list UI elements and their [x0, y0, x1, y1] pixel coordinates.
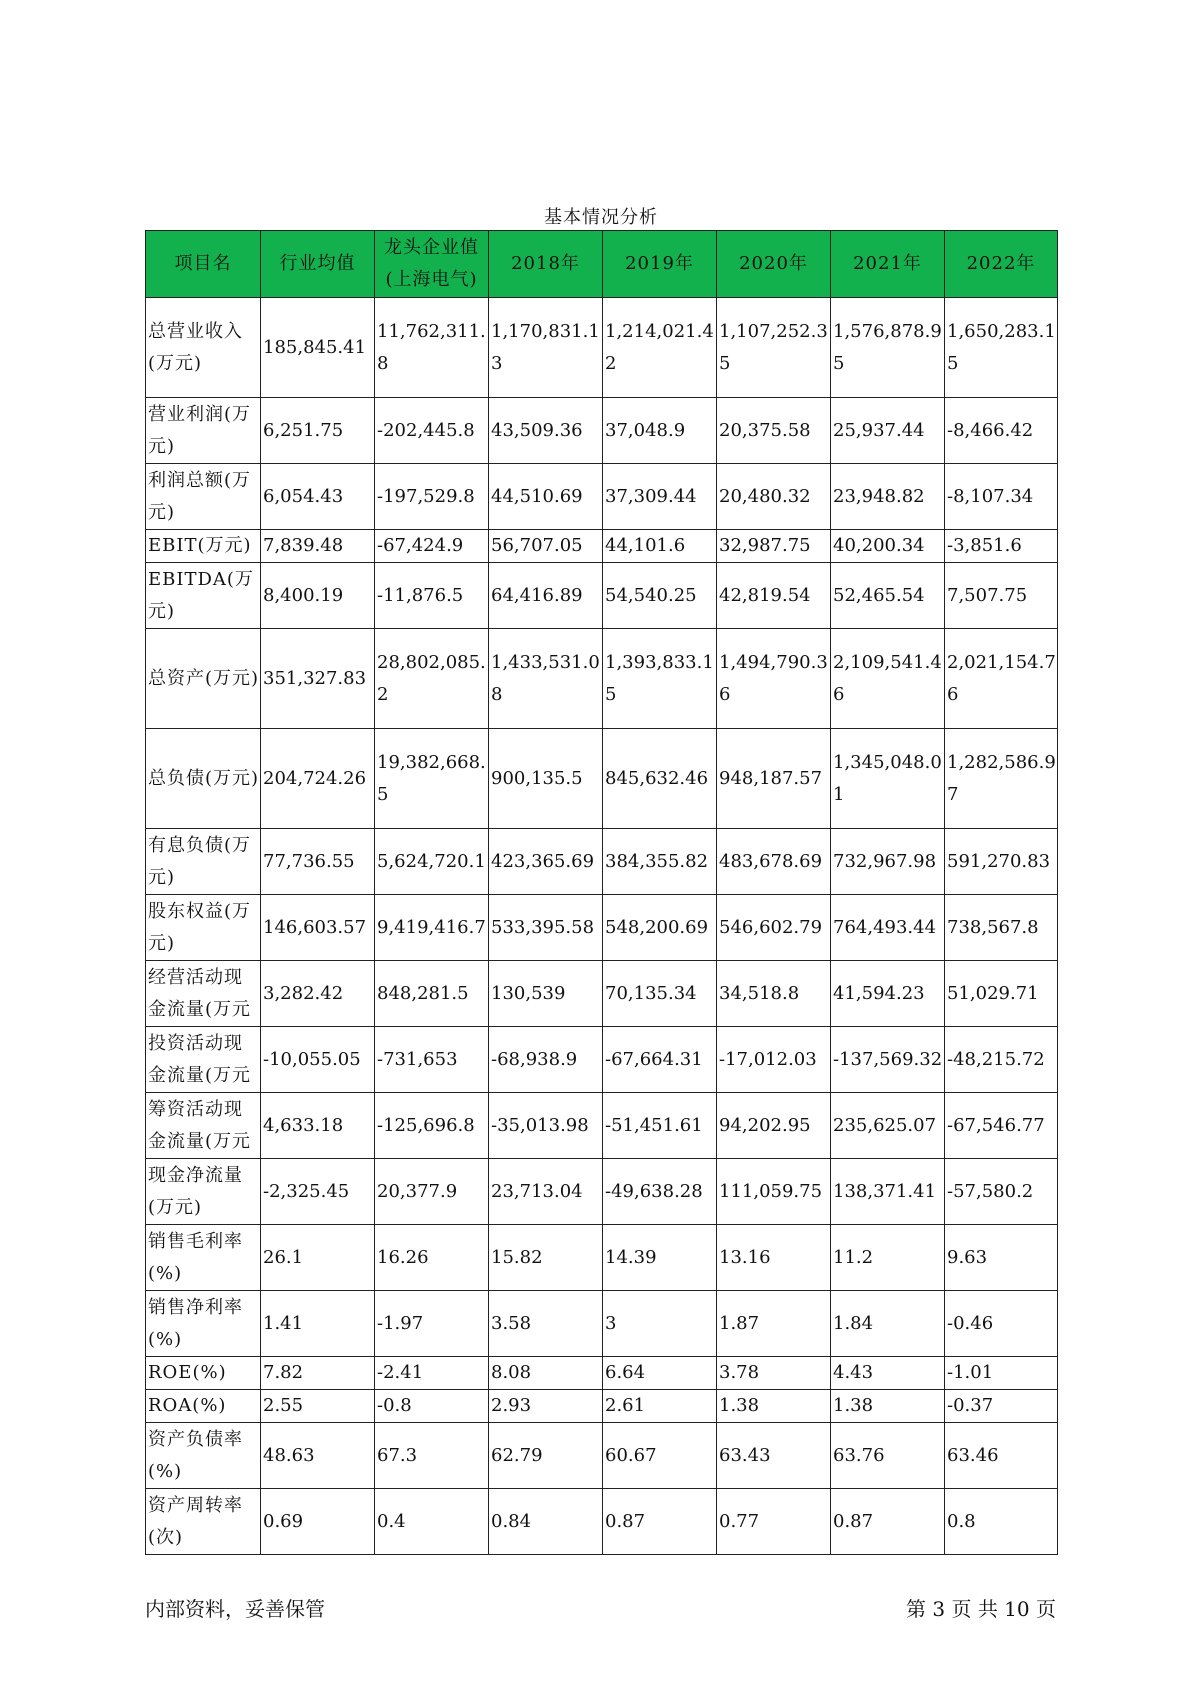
table-cell: 0.69 — [261, 1489, 375, 1555]
table-cell: 32,987.75 — [717, 530, 831, 563]
table-cell: 28,802,085.2 — [375, 629, 489, 729]
table-cell: 7,839.48 — [261, 530, 375, 563]
table-cell: -1.01 — [945, 1357, 1058, 1390]
table-cell: 1,494,790.36 — [717, 629, 831, 729]
table-cell: 351,327.83 — [261, 629, 375, 729]
table-cell: 848,281.5 — [375, 961, 489, 1027]
table-cell: 546,602.79 — [717, 895, 831, 961]
footer-confidential-note: 内部资料，妥善保管 — [145, 1597, 325, 1621]
table-cell: 423,365.69 — [489, 829, 603, 895]
table-cell: 3,282.42 — [261, 961, 375, 1027]
table-cell: 20,377.9 — [375, 1159, 489, 1225]
table-cell: -137,569.32 — [831, 1027, 945, 1093]
table-cell: 1,433,531.08 — [489, 629, 603, 729]
table-cell: 3.78 — [717, 1357, 831, 1390]
table-cell: 6,251.75 — [261, 398, 375, 464]
table-row — [146, 629, 1058, 729]
table-cell: 1,214,021.42 — [603, 298, 717, 398]
table-row — [146, 729, 1058, 829]
table-cell: 8,400.19 — [261, 563, 375, 629]
table-cell: -57,580.2 — [945, 1159, 1058, 1225]
table-cell: 1,170,831.13 — [489, 298, 603, 398]
table-cell: 94,202.95 — [717, 1093, 831, 1159]
row-label: 销售毛利率(%) — [146, 1225, 261, 1291]
table-cell: -68,938.9 — [489, 1027, 603, 1093]
table-cell: 3 — [603, 1291, 717, 1357]
table-cell: 732,967.98 — [831, 829, 945, 895]
table-cell: -1.97 — [375, 1291, 489, 1357]
row-label: 营业利润(万元) — [146, 398, 261, 464]
table-row — [146, 464, 1058, 530]
table-cell: -3,851.6 — [945, 530, 1058, 563]
table-header — [146, 231, 1058, 298]
table-cell: 4.43 — [831, 1357, 945, 1390]
table-cell: 44,510.69 — [489, 464, 603, 530]
row-label: 经营活动现金流量(万元 — [146, 961, 261, 1027]
table-cell: -731,653 — [375, 1027, 489, 1093]
table-cell: 1,393,833.15 — [603, 629, 717, 729]
table-cell: 37,048.9 — [603, 398, 717, 464]
table-cell: 16.26 — [375, 1225, 489, 1291]
row-label: 资产周转率(次) — [146, 1489, 261, 1555]
row-label: 销售净利率(%) — [146, 1291, 261, 1357]
row-label: 投资活动现金流量(万元 — [146, 1027, 261, 1093]
table-cell: -2,325.45 — [261, 1159, 375, 1225]
table-cell: -35,013.98 — [489, 1093, 603, 1159]
table-cell: 67.3 — [375, 1423, 489, 1489]
row-label: 资产负债率(%) — [146, 1423, 261, 1489]
table-row — [146, 1159, 1058, 1225]
table-row — [146, 895, 1058, 961]
table-cell: 64,416.89 — [489, 563, 603, 629]
table-cell: 1.84 — [831, 1291, 945, 1357]
table-row — [146, 1390, 1058, 1423]
table-cell: 0.87 — [603, 1489, 717, 1555]
table-row — [146, 1423, 1058, 1489]
table-cell: 5,624,720.1 — [375, 829, 489, 895]
table-cell: 56,707.05 — [489, 530, 603, 563]
table-row — [146, 1027, 1058, 1093]
footer-page-number: 第 3 页 共 10 页 — [906, 1597, 1056, 1621]
table-cell: -8,107.34 — [945, 464, 1058, 530]
table-cell: 2.61 — [603, 1390, 717, 1423]
table-cell: 63.43 — [717, 1423, 831, 1489]
table-body — [146, 298, 1058, 1555]
financial-table — [145, 230, 1058, 1555]
table-cell: 9,419,416.7 — [375, 895, 489, 961]
table-cell: 77,736.55 — [261, 829, 375, 895]
table-cell: 900,135.5 — [489, 729, 603, 829]
row-label: 现金净流量(万元) — [146, 1159, 261, 1225]
table-cell: 764,493.44 — [831, 895, 945, 961]
row-label: 总负债(万元) — [146, 729, 261, 829]
table-cell: 1.38 — [717, 1390, 831, 1423]
table-cell: 2,021,154.76 — [945, 629, 1058, 729]
table-cell: 62.79 — [489, 1423, 603, 1489]
table-cell: 548,200.69 — [603, 895, 717, 961]
row-label: 利润总额(万元) — [146, 464, 261, 530]
table-cell: 63.46 — [945, 1423, 1058, 1489]
table-cell: -67,664.31 — [603, 1027, 717, 1093]
table-cell: 48.63 — [261, 1423, 375, 1489]
table-cell: 23,948.82 — [831, 464, 945, 530]
table-cell: -0.37 — [945, 1390, 1058, 1423]
row-label: ROA(%) — [146, 1390, 261, 1423]
table-cell: -2.41 — [375, 1357, 489, 1390]
table-cell: 11,762,311.8 — [375, 298, 489, 398]
table-row — [146, 398, 1058, 464]
table-row — [146, 563, 1058, 629]
table-cell: 8.08 — [489, 1357, 603, 1390]
table-cell: 37,309.44 — [603, 464, 717, 530]
table-cell: 4,633.18 — [261, 1093, 375, 1159]
header-row — [146, 231, 1058, 298]
table-cell: 948,187.57 — [717, 729, 831, 829]
table-cell: 42,819.54 — [717, 563, 831, 629]
table-cell: 138,371.41 — [831, 1159, 945, 1225]
table-cell: 1,282,586.97 — [945, 729, 1058, 829]
table-cell: 0.77 — [717, 1489, 831, 1555]
table-cell: -17,012.03 — [717, 1027, 831, 1093]
table-cell: 13.16 — [717, 1225, 831, 1291]
table-cell: 40,200.34 — [831, 530, 945, 563]
table-cell: 0.87 — [831, 1489, 945, 1555]
table-cell: -49,638.28 — [603, 1159, 717, 1225]
table-cell: 25,937.44 — [831, 398, 945, 464]
column-header: 2021年 — [831, 231, 945, 298]
table-cell: 2.55 — [261, 1390, 375, 1423]
table-cell: 3.58 — [489, 1291, 603, 1357]
table-row — [146, 1357, 1058, 1390]
table-cell: -8,466.42 — [945, 398, 1058, 464]
table-cell: 591,270.83 — [945, 829, 1058, 895]
row-label: EBITDA(万元) — [146, 563, 261, 629]
table-cell: 34,518.8 — [717, 961, 831, 1027]
table-cell: 41,594.23 — [831, 961, 945, 1027]
table-row — [146, 1093, 1058, 1159]
table-cell: -0.8 — [375, 1390, 489, 1423]
table-cell: 7,507.75 — [945, 563, 1058, 629]
table-row — [146, 961, 1058, 1027]
table-cell: 1.41 — [261, 1291, 375, 1357]
table-cell: 43,509.36 — [489, 398, 603, 464]
table-cell: -11,876.5 — [375, 563, 489, 629]
table-row — [146, 1291, 1058, 1357]
table-cell: 0.8 — [945, 1489, 1058, 1555]
table-cell: 1.87 — [717, 1291, 831, 1357]
table-cell: 483,678.69 — [717, 829, 831, 895]
table-cell: 63.76 — [831, 1423, 945, 1489]
table-row — [146, 530, 1058, 563]
row-label: 总营业收入(万元) — [146, 298, 261, 398]
table-cell: 23,713.04 — [489, 1159, 603, 1225]
row-label: 股东权益(万元) — [146, 895, 261, 961]
column-header: 2022年 — [945, 231, 1058, 298]
table-cell: 15.82 — [489, 1225, 603, 1291]
row-label: 筹资活动现金流量(万元 — [146, 1093, 261, 1159]
column-header: 2019年 — [603, 231, 717, 298]
table-cell: -0.46 — [945, 1291, 1058, 1357]
table-cell: 14.39 — [603, 1225, 717, 1291]
column-header: 2018年 — [489, 231, 603, 298]
table-cell: 130,539 — [489, 961, 603, 1027]
row-label: EBIT(万元) — [146, 530, 261, 563]
table-cell: -10,055.05 — [261, 1027, 375, 1093]
table-cell: 235,625.07 — [831, 1093, 945, 1159]
table-cell: 20,375.58 — [717, 398, 831, 464]
table-cell: 1,650,283.15 — [945, 298, 1058, 398]
table-cell: 54,540.25 — [603, 563, 717, 629]
table-caption: 基本情况分析 — [544, 207, 658, 228]
table-cell: -67,546.77 — [945, 1093, 1058, 1159]
table-cell: 1,107,252.35 — [717, 298, 831, 398]
table-cell: 70,135.34 — [603, 961, 717, 1027]
row-label: ROE(%) — [146, 1357, 261, 1390]
table-cell: 0.84 — [489, 1489, 603, 1555]
row-label: 总资产(万元) — [146, 629, 261, 729]
table-cell: 9.63 — [945, 1225, 1058, 1291]
table-cell: 20,480.32 — [717, 464, 831, 530]
table-row — [146, 829, 1058, 895]
table-cell: 185,845.41 — [261, 298, 375, 398]
table-cell: -125,696.8 — [375, 1093, 489, 1159]
table-cell: 384,355.82 — [603, 829, 717, 895]
table-cell: -67,424.9 — [375, 530, 489, 563]
table-cell: -48,215.72 — [945, 1027, 1058, 1093]
table-cell: 1,345,048.01 — [831, 729, 945, 829]
table-cell: 11.2 — [831, 1225, 945, 1291]
table-cell: 6,054.43 — [261, 464, 375, 530]
column-header: 2020年 — [717, 231, 831, 298]
table-row — [146, 298, 1058, 398]
table-cell: 51,029.71 — [945, 961, 1058, 1027]
table-cell: 533,395.58 — [489, 895, 603, 961]
table-cell: 44,101.6 — [603, 530, 717, 563]
table-cell: 52,465.54 — [831, 563, 945, 629]
column-header: 项目名 — [146, 231, 261, 298]
table-cell: 845,632.46 — [603, 729, 717, 829]
table-cell: -202,445.8 — [375, 398, 489, 464]
table-cell: -51,451.61 — [603, 1093, 717, 1159]
table-cell: 7.82 — [261, 1357, 375, 1390]
table-cell: 19,382,668.5 — [375, 729, 489, 829]
table-cell: 1,576,878.95 — [831, 298, 945, 398]
column-header: 龙头企业值(上海电气) — [375, 231, 489, 298]
table-row — [146, 1225, 1058, 1291]
table-cell: 0.4 — [375, 1489, 489, 1555]
row-label: 有息负债(万元) — [146, 829, 261, 895]
table-cell: 2,109,541.46 — [831, 629, 945, 729]
table-cell: 738,567.8 — [945, 895, 1058, 961]
table-cell: 146,603.57 — [261, 895, 375, 961]
table-cell: 2.93 — [489, 1390, 603, 1423]
table-cell: 204,724.26 — [261, 729, 375, 829]
table-cell: 60.67 — [603, 1423, 717, 1489]
table-cell: -197,529.8 — [375, 464, 489, 530]
table-cell: 6.64 — [603, 1357, 717, 1390]
table-cell: 111,059.75 — [717, 1159, 831, 1225]
table-row — [146, 1489, 1058, 1555]
table-cell: 1.38 — [831, 1390, 945, 1423]
table-cell: 26.1 — [261, 1225, 375, 1291]
column-header: 行业均值 — [261, 231, 375, 298]
